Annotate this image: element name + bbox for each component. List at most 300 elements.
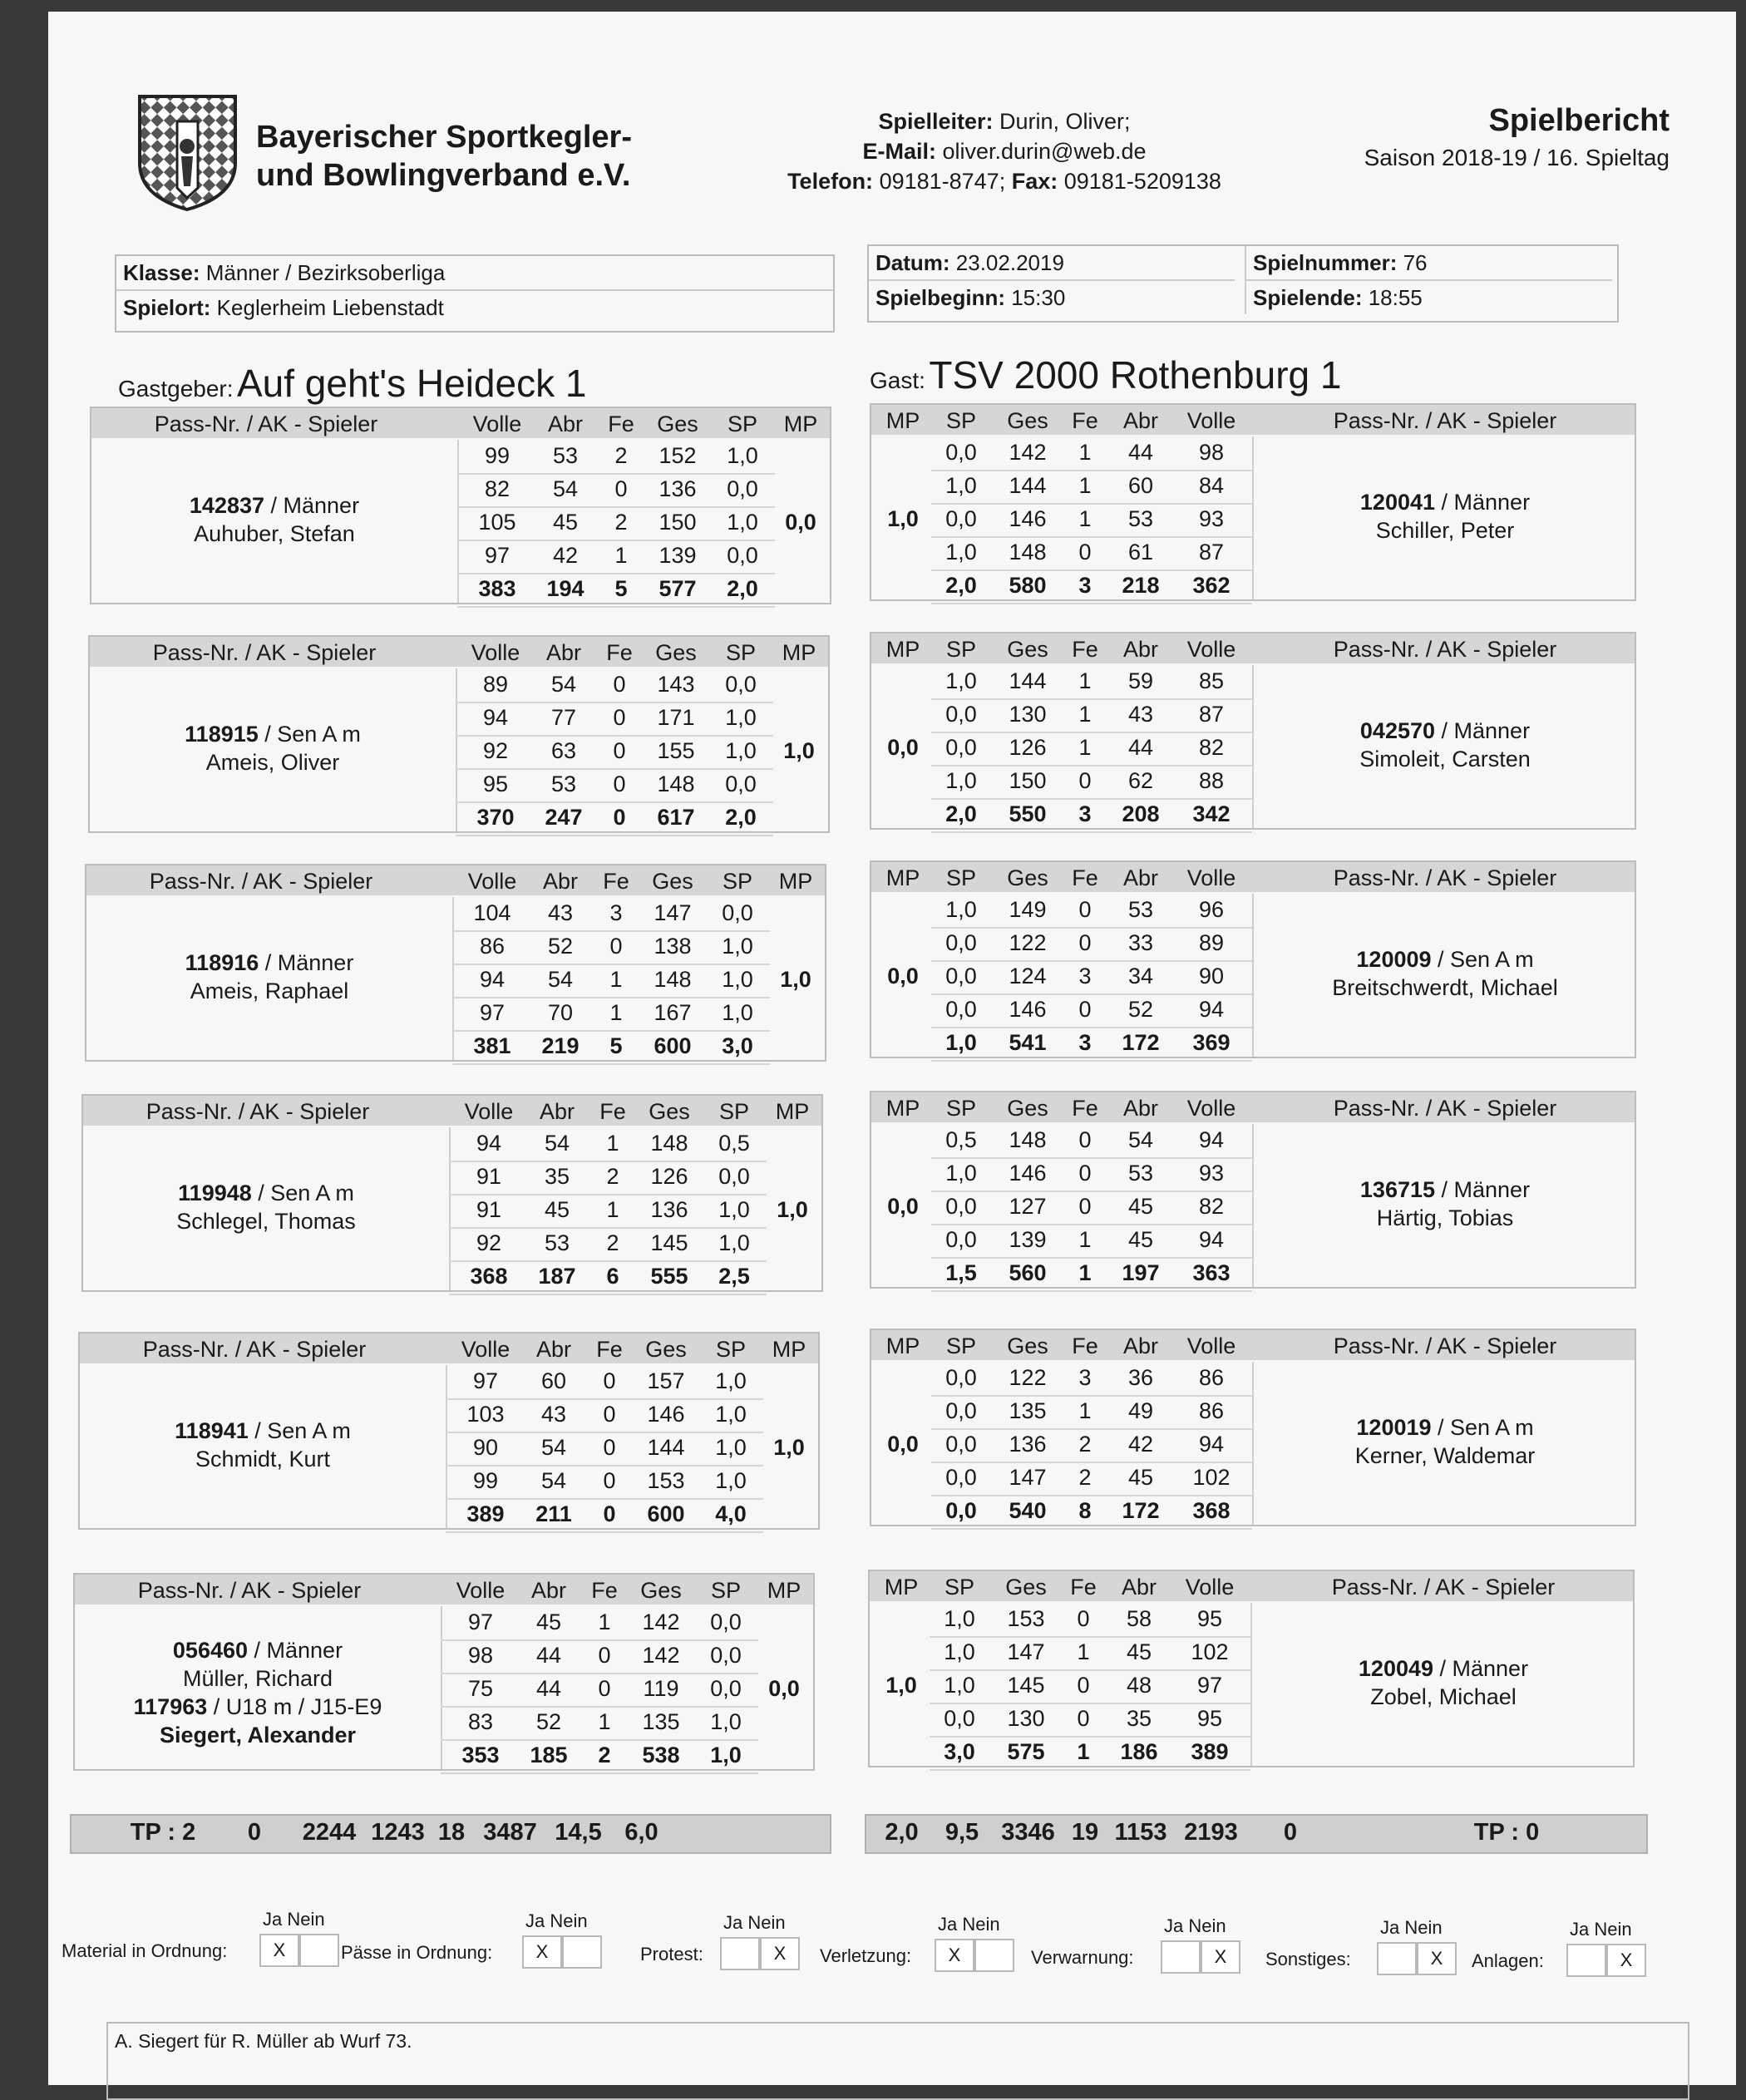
total-cell: 369 xyxy=(1192,1030,1231,1055)
score-cell: 58 xyxy=(1126,1606,1152,1631)
pass-number: 142837 xyxy=(189,493,265,518)
grid-divider xyxy=(449,1127,451,1290)
score-cell: 93 xyxy=(1198,1161,1225,1186)
score-cell: 103 xyxy=(466,1402,505,1427)
total-cell: 247 xyxy=(545,805,583,830)
score-cell: 1,0 xyxy=(945,768,977,793)
home-total-fe: 18 xyxy=(437,1819,466,1846)
score-cell: 3 xyxy=(1078,1365,1092,1390)
score-cell: 44 xyxy=(1127,440,1154,465)
grid-row-line xyxy=(452,930,770,932)
age-class: / Sen A m xyxy=(258,722,361,747)
score-cell: 142 xyxy=(642,1610,680,1634)
volle-col-header: Volle xyxy=(1186,1096,1236,1121)
score-cell: 88 xyxy=(1198,768,1225,793)
sp-col-header: SP xyxy=(944,1575,975,1600)
match-points: 0,0 xyxy=(785,510,816,535)
nein-checkbox[interactable]: X xyxy=(1606,1944,1646,1977)
player-name: Zobel, Michael xyxy=(1370,1684,1517,1709)
score-cell: 90 xyxy=(472,1435,499,1460)
score-cell: 0,0 xyxy=(945,702,977,727)
total-cell: 3,0 xyxy=(944,1739,975,1764)
phone-value: 09181-8747; xyxy=(873,169,1006,194)
pass-number: 118915 xyxy=(185,722,259,747)
score-cell: 53 xyxy=(552,443,579,468)
score-cell: 144 xyxy=(647,1435,685,1460)
player-name-line xyxy=(1262,745,1628,773)
grid-row-line xyxy=(446,1398,763,1400)
spielnummer-label: Spielnummer: xyxy=(1253,250,1398,275)
abr-col-header: Abr xyxy=(1122,1333,1159,1358)
player-name-line xyxy=(1262,1442,1628,1470)
sp-col-header: SP xyxy=(710,1578,742,1603)
ja-checkbox[interactable] xyxy=(1566,1944,1606,1977)
score-cell: 136 xyxy=(658,476,697,501)
grid-divider xyxy=(1252,894,1254,1057)
total-cell: 2,0 xyxy=(945,801,977,826)
sp-col-header: SP xyxy=(945,637,977,662)
total-cell: 5 xyxy=(614,576,628,601)
age-class: / U18 m / J15-E9 xyxy=(207,1694,382,1719)
grid-row-line xyxy=(441,1706,758,1708)
score-cell: 43 xyxy=(1127,702,1154,727)
score-cell: 53 xyxy=(1127,506,1154,531)
score-cell: 75 xyxy=(467,1676,494,1701)
player-col-header: Pass-Nr. / AK - Spieler xyxy=(1333,1333,1557,1358)
score-cell: 44 xyxy=(1127,735,1154,760)
mp-col-header: MP xyxy=(782,640,816,665)
total-cell: 172 xyxy=(1122,1030,1160,1055)
score-cell: 1,0 xyxy=(722,967,753,992)
grid-row-line xyxy=(457,506,775,508)
score-cell: 130 xyxy=(1007,1706,1045,1731)
score-cell: 148 xyxy=(650,1131,688,1156)
report-sheet xyxy=(48,12,1736,2085)
nein-checkbox[interactable]: X xyxy=(1201,1940,1240,1974)
score-cell: 2 xyxy=(614,443,628,468)
total-cell: 0,0 xyxy=(945,1498,977,1523)
total-cell: 368 xyxy=(1192,1498,1231,1523)
player-name: Siegert, Alexander xyxy=(159,1723,357,1748)
player-pass-line xyxy=(91,1179,441,1207)
age-class: / Männer xyxy=(264,493,360,518)
score-cell: 150 xyxy=(1009,768,1047,793)
score-cell: 1,0 xyxy=(715,1468,747,1493)
total-cell: 218 xyxy=(1122,573,1160,598)
grid-row-line xyxy=(930,1669,1250,1671)
score-cell: 89 xyxy=(482,672,509,697)
score-cell: 130 xyxy=(1009,702,1047,727)
score-cell: 2 xyxy=(614,510,628,535)
guest-totals-bar xyxy=(865,1814,1648,1854)
total-cell: 383 xyxy=(478,576,516,601)
total-cell: 555 xyxy=(650,1264,688,1289)
volle-col-header: Volle xyxy=(1186,637,1236,662)
total-cell: 381 xyxy=(473,1033,511,1058)
fe-col-header: Fe xyxy=(591,1578,618,1603)
age-class: / Sen A m xyxy=(1431,1415,1534,1440)
federation-logo-icon xyxy=(131,88,244,213)
match-points: 1,0 xyxy=(783,738,815,763)
score-cell: 0,5 xyxy=(718,1131,750,1156)
grid-divider xyxy=(1252,665,1254,828)
player-info xyxy=(1262,717,1628,773)
home-player-block xyxy=(81,1094,823,1292)
score-cell: 146 xyxy=(1009,997,1047,1022)
score-cell: 94 xyxy=(1198,997,1225,1022)
guest-team-heading xyxy=(870,352,1342,397)
ja-checkbox[interactable] xyxy=(720,1937,760,1970)
grid-row-line xyxy=(930,1636,1250,1638)
player-pass-line xyxy=(1260,1654,1626,1683)
score-cell: 97 xyxy=(479,1000,506,1025)
score-cell: 1 xyxy=(598,1610,611,1634)
total-cell: 187 xyxy=(538,1264,576,1289)
grid-row-line xyxy=(931,993,1252,995)
score-cell: 144 xyxy=(1009,668,1047,693)
pass-number: 042570 xyxy=(1359,718,1436,743)
player-col-header: Pass-Nr. / AK - Spieler xyxy=(1333,408,1557,433)
pass-number: 119948 xyxy=(178,1181,252,1205)
score-cell: 0 xyxy=(613,771,626,796)
total-cell: 538 xyxy=(642,1743,680,1767)
total-cell: 2,5 xyxy=(718,1264,750,1289)
mp-col-header: MP xyxy=(783,412,818,436)
player-pass-line xyxy=(83,1693,432,1721)
guest-total-ges: 3346 xyxy=(1001,1819,1055,1846)
home-total-volle: 2244 xyxy=(302,1819,357,1846)
score-cell: 102 xyxy=(1191,1639,1229,1664)
score-cell: 0 xyxy=(1078,930,1092,955)
spielende-value: 18:55 xyxy=(1362,285,1423,310)
score-cell: 105 xyxy=(478,510,516,535)
score-cell: 1 xyxy=(1078,440,1092,465)
season-matchday: Saison 2018-19 / 16. Spieltag xyxy=(1364,145,1670,170)
score-cell: 1,0 xyxy=(727,443,758,468)
score-cell: 1,0 xyxy=(725,705,757,730)
checkbox-label: Verwarnung: xyxy=(1031,1947,1134,1968)
grid-row-line xyxy=(931,1257,1252,1259)
score-cell: 49 xyxy=(1127,1398,1154,1423)
score-cell: 0 xyxy=(1078,1161,1092,1186)
score-cell: 0 xyxy=(1078,997,1092,1022)
total-cell: 389 xyxy=(466,1501,505,1526)
total-cell: 540 xyxy=(1009,1498,1047,1523)
fe-col-header: Fe xyxy=(1072,1333,1098,1358)
score-cell: 0 xyxy=(1077,1706,1090,1731)
grid-row-line xyxy=(446,1432,763,1433)
score-cell: 0,0 xyxy=(945,964,977,988)
score-cell: 153 xyxy=(1007,1606,1045,1631)
grid-row-line xyxy=(931,1224,1252,1225)
match-time-box xyxy=(867,244,1619,323)
sp-col-header: SP xyxy=(725,640,757,665)
score-cell: 0,0 xyxy=(945,440,977,465)
match-points: 1,0 xyxy=(777,1197,808,1222)
abr-col-header: Abr xyxy=(530,1578,567,1603)
ja-nein-header: Ja Nein xyxy=(1164,1915,1226,1936)
grid-row-line xyxy=(449,1227,767,1229)
score-cell: 0 xyxy=(598,1676,611,1701)
score-cell: 1,0 xyxy=(945,668,977,693)
score-cell: 136 xyxy=(650,1197,688,1222)
report-title: Spielbericht xyxy=(1488,103,1670,138)
score-cell: 97 xyxy=(1196,1673,1223,1698)
score-cell: 1,0 xyxy=(722,934,753,959)
score-cell: 146 xyxy=(1009,506,1047,531)
score-cell: 145 xyxy=(650,1230,688,1255)
ja-checkbox[interactable] xyxy=(1377,1942,1417,1975)
total-cell: 8 xyxy=(1078,1498,1092,1523)
grid-row-line xyxy=(931,1428,1252,1430)
player-name-line xyxy=(1262,974,1628,1002)
ja-checkbox[interactable]: X xyxy=(522,1935,562,1969)
player-name-line xyxy=(100,520,449,548)
nein-checkbox[interactable]: X xyxy=(1417,1942,1457,1975)
sp-col-header: SP xyxy=(945,1096,977,1121)
score-cell: 87 xyxy=(1198,702,1225,727)
ges-col-header: Ges xyxy=(1007,1333,1048,1358)
score-cell: 135 xyxy=(642,1709,680,1734)
score-cell: 149 xyxy=(1009,897,1047,922)
score-cell: 35 xyxy=(1126,1706,1152,1731)
guest-player-block xyxy=(870,1329,1636,1526)
player-pass-line xyxy=(95,949,444,977)
score-cell: 82 xyxy=(484,476,510,501)
sp-col-header: SP xyxy=(718,1099,750,1124)
score-cell: 48 xyxy=(1126,1673,1152,1698)
score-cell: 0 xyxy=(603,1402,616,1427)
score-cell: 63 xyxy=(550,738,577,763)
klasse-value: Männer / Bezirksoberliga xyxy=(200,260,446,285)
player-name-line xyxy=(91,1207,441,1235)
score-cell: 126 xyxy=(650,1164,688,1189)
score-cell: 0,0 xyxy=(710,1643,742,1668)
total-cell: 600 xyxy=(654,1033,692,1058)
score-cell: 95 xyxy=(1196,1706,1223,1731)
score-cell: 86 xyxy=(1198,1365,1225,1390)
grid-row-line xyxy=(931,698,1252,700)
score-cell: 138 xyxy=(654,934,692,959)
ja-nein-header: Ja Nein xyxy=(723,1912,786,1933)
score-cell: 61 xyxy=(1127,540,1154,564)
match-points: 0,0 xyxy=(887,1432,919,1457)
total-cell: 0 xyxy=(603,1501,616,1526)
nein-checkbox[interactable] xyxy=(299,1934,339,1967)
total-cell: 389 xyxy=(1191,1739,1229,1764)
fe-col-header: Fe xyxy=(1072,865,1098,890)
player-name-line xyxy=(98,748,447,776)
score-cell: 0 xyxy=(603,1468,616,1493)
grid-row-line xyxy=(449,1294,767,1295)
total-cell: 617 xyxy=(657,805,695,830)
home-player-block xyxy=(88,635,830,833)
nein-checkbox[interactable]: X xyxy=(760,1937,800,1970)
score-cell: 1,0 xyxy=(715,1402,747,1427)
score-cell: 0 xyxy=(1078,1194,1092,1219)
volle-col-header: Volle xyxy=(464,1099,514,1124)
score-cell: 60 xyxy=(540,1368,567,1393)
score-cell: 1 xyxy=(606,1131,619,1156)
player-name-line xyxy=(83,1664,432,1693)
grid-divider xyxy=(457,440,459,603)
total-cell: 600 xyxy=(647,1501,685,1526)
grid-divider xyxy=(456,668,457,831)
score-cell: 45 xyxy=(1127,1194,1154,1219)
score-cell: 95 xyxy=(1196,1606,1223,1631)
score-cell: 1,0 xyxy=(727,510,758,535)
total-cell: 363 xyxy=(1192,1260,1231,1285)
score-cell: 0,0 xyxy=(727,543,758,568)
grid-row-line xyxy=(452,997,770,998)
player-name: Schiller, Peter xyxy=(1375,518,1515,543)
score-cell: 0,0 xyxy=(945,930,977,955)
age-class: / Sen A m xyxy=(248,1418,351,1443)
match-points: 1,0 xyxy=(780,967,811,992)
player-name: Auhuber, Stefan xyxy=(194,521,355,546)
grid-row-line xyxy=(456,835,773,836)
total-cell: 2,0 xyxy=(945,573,977,598)
player-name: Ameis, Raphael xyxy=(190,979,349,1003)
total-cell: 560 xyxy=(1009,1260,1047,1285)
grid-row-line xyxy=(457,573,775,574)
total-cell: 1 xyxy=(1078,1260,1092,1285)
player-pass-line xyxy=(1262,945,1628,974)
ja-checkbox[interactable]: X xyxy=(259,1934,299,1967)
score-cell: 0,0 xyxy=(710,1676,742,1701)
guest-total-abr: 1153 xyxy=(1114,1819,1167,1846)
ja-checkbox[interactable] xyxy=(1161,1940,1201,1974)
score-cell: 0,0 xyxy=(945,1365,977,1390)
score-cell: 2 xyxy=(606,1164,619,1189)
guest-player-block xyxy=(870,1091,1636,1289)
player-col-header: Pass-Nr. / AK - Spieler xyxy=(1333,1096,1557,1121)
player-info xyxy=(83,1636,432,1749)
beginn-label: Spielbeginn: xyxy=(875,285,1005,310)
nein-checkbox[interactable] xyxy=(562,1935,602,1969)
player-name: Schmidt, Kurt xyxy=(195,1447,331,1471)
score-cell: 104 xyxy=(473,900,511,925)
mp-col-header: MP xyxy=(885,1096,920,1121)
score-cell: 122 xyxy=(1009,930,1047,955)
player-info xyxy=(1262,488,1628,545)
total-cell: 342 xyxy=(1192,801,1231,826)
score-cell: 139 xyxy=(1009,1227,1047,1252)
score-cell: 1 xyxy=(1078,668,1092,693)
score-cell: 0,0 xyxy=(945,1465,977,1490)
total-cell: 0 xyxy=(613,805,626,830)
guest-player-block xyxy=(870,403,1636,601)
total-cell: 185 xyxy=(530,1743,568,1767)
mp-col-header: MP xyxy=(885,637,920,662)
total-cell: 172 xyxy=(1122,1498,1160,1523)
score-cell: 0 xyxy=(613,705,626,730)
score-cell: 54 xyxy=(540,1435,567,1460)
score-cell: 54 xyxy=(1127,1127,1154,1152)
match-points: 0,0 xyxy=(768,1676,800,1701)
score-cell: 1 xyxy=(1078,1227,1092,1252)
score-cell: 1,0 xyxy=(715,1435,747,1460)
score-cell: 142 xyxy=(1009,440,1047,465)
grid-row-line xyxy=(456,801,773,803)
player-col-header: Pass-Nr. / AK - Spieler xyxy=(137,1578,362,1603)
score-cell: 1,0 xyxy=(944,1639,975,1664)
grid-row-line xyxy=(931,831,1252,833)
score-cell: 148 xyxy=(657,771,695,796)
score-cell: 42 xyxy=(1127,1432,1154,1457)
fe-col-header: Fe xyxy=(603,869,629,894)
pass-number: 120019 xyxy=(1356,1415,1432,1440)
match-points: 1,0 xyxy=(773,1435,805,1460)
grid-row-line xyxy=(441,1639,758,1641)
guest-total-sp: 9,5 xyxy=(945,1819,979,1846)
ja-checkbox[interactable]: X xyxy=(935,1939,974,1972)
guest-total-fe: 19 xyxy=(1071,1819,1099,1846)
score-cell: 0 xyxy=(613,672,626,697)
grid-row-line xyxy=(456,702,773,703)
ges-col-header: Ges xyxy=(655,640,697,665)
total-cell: 211 xyxy=(535,1501,572,1526)
grid-row-line xyxy=(931,960,1252,962)
spielort-value: Keglerheim Liebenstadt xyxy=(210,295,444,320)
age-class: / Männer xyxy=(248,1638,343,1663)
score-cell: 91 xyxy=(476,1197,502,1222)
sp-col-header: SP xyxy=(945,1333,977,1358)
checkbox-label: Verletzung: xyxy=(820,1945,912,1966)
spielort-label: Spielort: xyxy=(123,295,211,320)
total-cell: 3 xyxy=(1078,1030,1092,1055)
grid-row-line xyxy=(457,473,775,475)
player-name: Kerner, Waldemar xyxy=(1354,1443,1536,1468)
volle-col-header: Volle xyxy=(461,1337,510,1362)
score-cell: 96 xyxy=(1198,897,1225,922)
score-cell: 2 xyxy=(1078,1465,1092,1490)
volle-col-header: Volle xyxy=(472,412,522,436)
score-cell: 2 xyxy=(1078,1432,1092,1457)
grid-row-line xyxy=(931,1462,1252,1463)
total-cell: 6 xyxy=(606,1264,619,1289)
total-cell: 370 xyxy=(476,805,515,830)
score-cell: 94 xyxy=(1198,1227,1225,1252)
ges-col-header: Ges xyxy=(1007,865,1048,890)
score-cell: 1 xyxy=(609,967,623,992)
score-cell: 3 xyxy=(609,900,623,925)
score-cell: 146 xyxy=(647,1402,685,1427)
ja-nein-header: Ja Nein xyxy=(938,1914,1000,1935)
ges-col-header: Ges xyxy=(652,869,693,894)
score-cell: 153 xyxy=(647,1468,685,1493)
score-cell: 1,0 xyxy=(944,1673,975,1698)
score-cell: 44 xyxy=(535,1643,562,1668)
federation-name xyxy=(256,118,632,195)
player-col-header: Pass-Nr. / AK - Spieler xyxy=(149,869,373,894)
score-cell: 70 xyxy=(547,1000,574,1025)
score-cell: 84 xyxy=(1198,473,1225,498)
home-total-zero: 0 xyxy=(247,1819,262,1846)
score-cell: 53 xyxy=(1127,897,1154,922)
pass-number: 117963 xyxy=(133,1694,208,1719)
score-cell: 147 xyxy=(654,900,692,925)
ges-col-header: Ges xyxy=(1007,1096,1048,1121)
score-cell: 87 xyxy=(1198,540,1225,564)
match-points: 0,0 xyxy=(887,735,919,760)
nein-checkbox[interactable] xyxy=(974,1939,1014,1972)
score-cell: 0 xyxy=(614,476,628,501)
score-cell: 0 xyxy=(603,1368,616,1393)
abr-col-header: Abr xyxy=(1121,1575,1157,1600)
player-name-line xyxy=(95,977,444,1005)
abr-col-header: Abr xyxy=(542,869,579,894)
